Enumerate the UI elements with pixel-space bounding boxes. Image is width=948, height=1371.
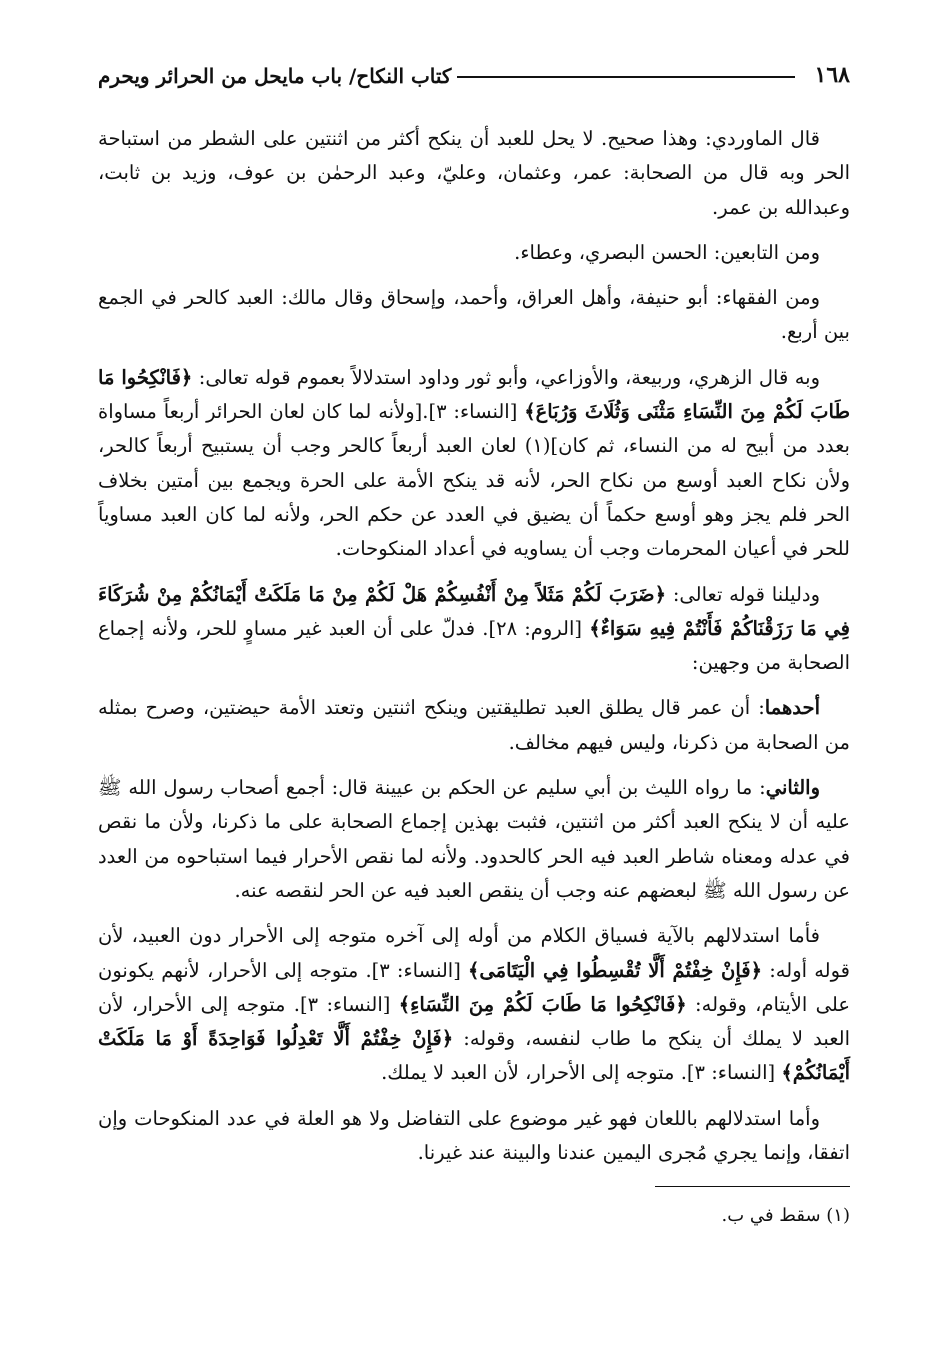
paragraph-first-aspect	[98, 691, 850, 760]
paragraph-mawardi: قال الماوردي: وهذا صحيح. لا يحل للعبد أن ينكح أكثر من اثنتين على الشطر من استباحة الحر وبه قال من الصحابة: عمر، وعثمان، وعليّ، وعبد الرحمٰن بن عوف، وزيد بن ثابت، وعبدالله بن عمر.	[98, 127, 850, 219]
header-rule	[457, 76, 794, 78]
lead-word: والثاني	[765, 776, 820, 800]
lead-word: أحدهما	[764, 696, 820, 720]
quran-verse: ﴿فَانْكِحُوا مَا طَابَ لَكُمْ مِنَ النِّسَاءِ﴾	[398, 992, 687, 1016]
body-text	[98, 122, 850, 1170]
footnote-rule	[655, 1186, 850, 1187]
paragraph-text: [النساء: ٣]. متوجه إلى الأحرار، لأنهم يكونون على الأيتام، وقوله:	[98, 958, 851, 1016]
paragraph-text: [النساء: ٣].[ولأنه لما كان لعان الحرائر أربعاً مساواة بعدد من أبيح له من النساء، ثم كان](١) لعان العبد أربعاً كالحر وجب أن يستبيح أربعاً كالحر، ولأن نكاح العبد أوسع من نكاح الحر، لأنه قد ينكح الأمة على الحرة ويجمع بين أمتين بخلاف الحر فلم يجز وهو أوسع حكماً أن يضيق في العدد عن حكم الحر، ولأنه لما كان العبد مساوياً للحر في أعيان المحرمات وجب أن يساويه في أعداد المنكوحات.	[98, 400, 850, 561]
page-number: ١٦٨	[814, 62, 850, 88]
paragraph-tabiin: ومن التابعين: الحسن البصري، وعطاء.	[514, 240, 820, 264]
paragraph-second-aspect	[98, 771, 850, 908]
paragraph-text: فأما استدلالهم بالآية فسياق الكلام من أوله إلى آخره متوجه إلى الأحرار دون العبيد، لأن قوله أوله:	[98, 924, 850, 982]
paragraph-verse-context	[98, 919, 850, 1090]
paragraph-text: : ما رواه الليث بن أبي سليم عن الحكم بن عيينة قال: أجمع أصحاب رسول الله ﷺ عليه أن لا ينكح العبد أكثر من اثنتين، فثبت بهذين إجماع الصحابة على ما ذكرنا، ولأن ما نقص في عدله ومعناه شاطر العبد فيه الحر كالحدود. ولأنه لما نقص الأحرار فيما استباحوه من العدد عن رسول الله ﷺ لبعضهم عنه وجب أن ينقص العبد فيه عن الحر لنقصه عنه.	[98, 776, 850, 902]
paragraph-text: وبه قال الزهري، وربيعة، والأوزاعي، وأبو ثور وداود استدلالاً بعموم قوله تعالى:	[192, 365, 820, 389]
footnote: (١) سقط في ب.	[721, 1205, 850, 1227]
quran-verse: ﴿ضَرَبَ لَكُمْ مَثَلاً مِنْ أَنْفُسِكُمْ هَلْ لَكُمْ مِنْ مَا مَلَكَتْ أَيْمَانُكُمْ مِنْ شُرَكَاءَ فِي مَا رَزَقْنَاكُمْ فَأَنْتُمْ فِيهِ سَوَاءٌ﴾	[98, 582, 851, 640]
paragraph-text: [النساء: ٣]. متوجه إلى الأحرار، لأن العبد لا يملك.	[381, 1061, 782, 1085]
paragraph-text: ودليلنا قوله تعالى:	[666, 582, 820, 606]
header-title: كتاب النكاح/ باب مايحل من الحرائر ويحرم	[98, 64, 452, 88]
quran-verse: ﴿فَإِنْ خِفْتُمْ أَلَّا تَعْدِلُوا فَوَاحِدَةً أَوْ مَا مَلَكَتْ أَيْمَانُكُمْ﴾	[98, 1027, 850, 1085]
paragraph-opponents	[98, 361, 850, 567]
paragraph-text: : أن عمر قال يطلق العبد تطليقتين وينكح اثنتين وتعتد الأمة حيضتين، وصرح بمثله من الصحابة من ذكرنا، وليس فيهم مخالف.	[98, 696, 850, 754]
document-page	[98, 58, 850, 1226]
paragraph-fuqaha: ومن الفقهاء: أبو حنيفة، وأهل العراق، وأحمد، وإسحاق وقال مالك: العبد كالحر في الجمع بين أربع.	[98, 286, 850, 344]
paragraph-lian: وأما استدلالهم باللعان فهو غير موضوع على التفاضل ولا هو العلة في عدد المنكوحات وإن اتفقا، وإنما يجري مُجرى اليمين عندنا والبينة عند غيرنا.	[98, 1106, 850, 1165]
paragraph-evidence	[98, 578, 850, 681]
running-header	[98, 58, 850, 88]
paragraph-text: [النساء: ٣]. متوجه إلى الأحرار، لأن العبد لا يملك أن ينكح ما طاب لنفسه، وقوله:	[98, 992, 851, 1051]
quran-verse: ﴿فَإِنْ خِفْتُمْ أَلَّا تُقْسِطُوا فِي الْيَتَامَى﴾	[468, 958, 763, 982]
paragraph-text: [الروم: ٢٨]. فدلّ على أن العبد غير مساوٍ للحر، ولأنه إجماع الصحابة من وجهين:	[98, 616, 850, 675]
quran-verse: ﴿فَانْكِحُوا مَا طَابَ لَكُمْ مِنَ النِّسَاءِ مَثْنَى وَثُلَاثَ وَرُبَاعَ﴾	[98, 365, 851, 424]
